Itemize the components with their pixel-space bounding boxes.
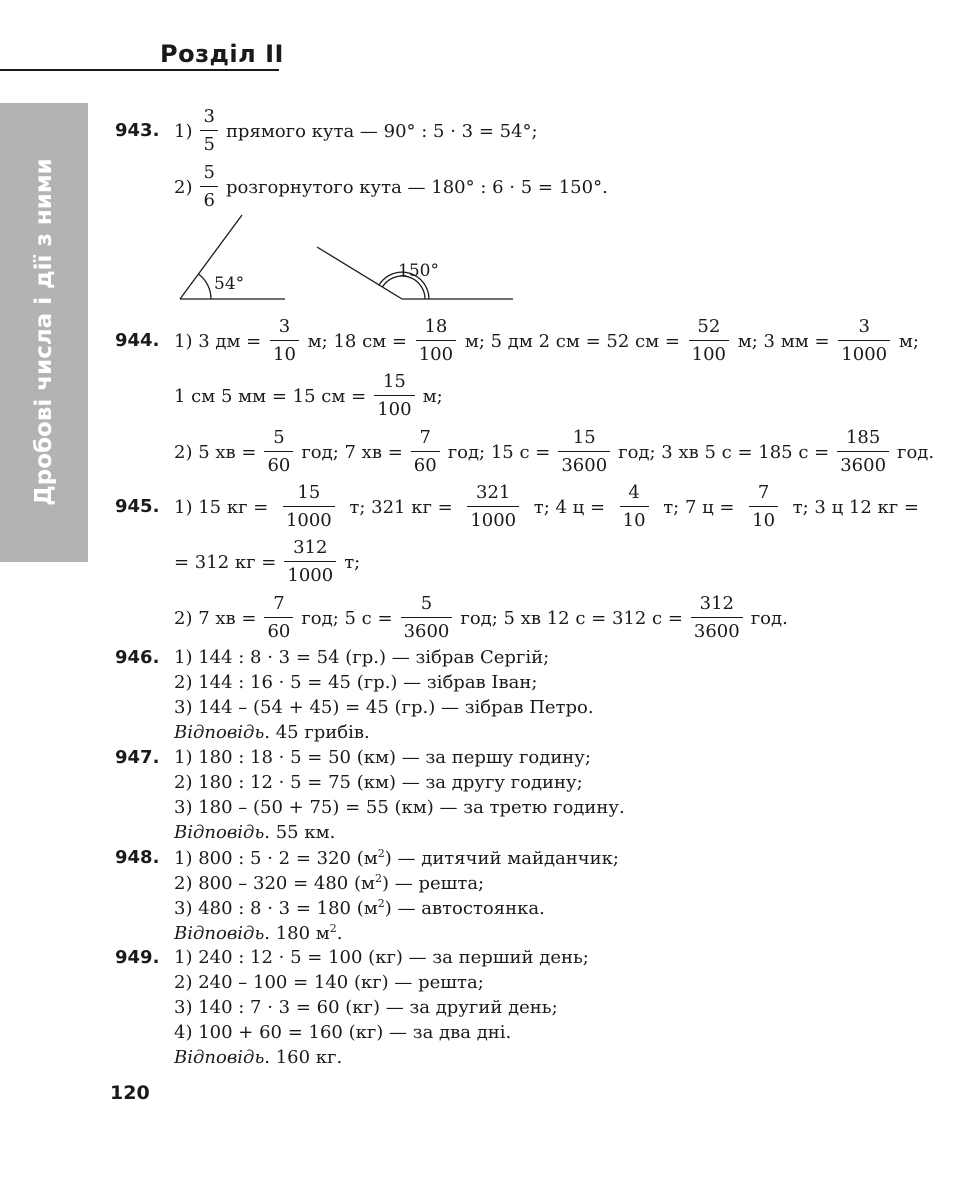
answer-end: . [336, 923, 343, 944]
denominator: 1000 [283, 506, 335, 530]
superscript: 2 [374, 872, 382, 885]
fraction [200, 164, 217, 210]
numerator: 3 [278, 316, 291, 337]
fraction [837, 429, 889, 475]
problem-number: 948. [115, 847, 160, 868]
denominator: 60 [411, 451, 440, 475]
fraction [200, 108, 217, 154]
numerator: 18 [424, 316, 448, 337]
line-text: год; 15 с = [447, 441, 551, 463]
answer-line [174, 822, 335, 843]
line-text: м; 5 дм 2 см = 52 см = [464, 330, 680, 352]
denominator: 60 [264, 617, 293, 641]
denominator: 60 [264, 451, 293, 475]
line-text: год; 5 с = [301, 607, 393, 629]
denominator: 5 [200, 130, 217, 154]
line-text: розгорнутого кута — 180° : 6 · 5 = 150°. [225, 176, 608, 198]
numerator: 15 [297, 482, 321, 503]
problem-945-line-3 [174, 588, 788, 648]
denominator: 100 [689, 340, 729, 364]
superscript: 2 [329, 922, 337, 935]
fraction [749, 484, 778, 530]
numerator: 185 [845, 427, 881, 448]
solution-line: 3) 180 – (50 + 75) = 55 (км) — за третю годину. [174, 797, 625, 818]
numerator: 312 [699, 593, 734, 614]
numerator: 52 [697, 316, 721, 337]
answer-line [174, 922, 343, 944]
denominator: 3600 [837, 451, 889, 475]
line-text: год; 3 хв 5 с = 185 с = [618, 441, 830, 463]
header-rule [0, 69, 279, 71]
solution-line [174, 872, 484, 894]
line-text: т; [344, 551, 361, 573]
solution-line: 1) 144 : 8 · 3 = 54 (гр.) — зібрав Сергій; [174, 647, 550, 668]
fraction [411, 429, 440, 475]
problem-number: 949. [115, 947, 160, 968]
numerator: 7 [273, 593, 285, 614]
line-text: т; 4 ц = [533, 496, 606, 518]
answer-text: . 55 км. [264, 822, 336, 843]
problem-number: 946. [115, 647, 160, 668]
line-text: 3) 480 : 8 · 3 = 180 (м [174, 898, 378, 919]
denominator: 3600 [558, 451, 610, 475]
angle-150-figure [317, 247, 513, 299]
line-text: 2) 800 – 320 = 480 (м [174, 873, 375, 894]
answer-label: Відповідь [174, 923, 265, 944]
numerator: 3 [858, 316, 870, 337]
solution-line: 1) 240 : 12 · 5 = 100 (кг) — за перший день; [174, 947, 589, 968]
problem-943-line-2 [174, 157, 608, 217]
numerator: 5 [420, 593, 433, 614]
numerator: 321 [476, 482, 511, 503]
answer-text: . 160 кг. [264, 1047, 343, 1068]
numerator: 312 [293, 537, 328, 558]
solution-line: 2) 180 : 12 · 5 = 75 (км) — за другу годину; [174, 772, 583, 793]
problem-number: 947. [115, 747, 160, 768]
fraction [284, 539, 336, 585]
chapter-title: Розділ II [160, 40, 284, 68]
denominator: 100 [416, 340, 456, 364]
fraction [264, 429, 293, 475]
problem-944-line-2 [174, 366, 443, 426]
solution-line: 1) 180 : 18 · 5 = 50 (км) — за першу годину; [174, 747, 591, 768]
line-text: 2) 7 хв = [174, 607, 257, 629]
line-prefix: 2) [174, 176, 193, 198]
fraction [401, 595, 453, 641]
solution-line: 2) 144 : 16 · 5 = 45 (гр.) — зібрав Іван; [174, 672, 538, 693]
answer-label: Відповідь [174, 1047, 265, 1068]
answer-label: Відповідь [174, 822, 265, 843]
line-text: 1) 3 дм = [174, 330, 262, 352]
line-text: год; 7 хв = [301, 441, 403, 463]
solution-line [174, 847, 619, 869]
denominator: 1000 [284, 561, 336, 585]
line-text: год. [897, 441, 935, 463]
denominator: 3600 [691, 617, 743, 641]
problem-number: 944. [115, 330, 160, 351]
numerator: 7 [757, 482, 770, 503]
denominator: 10 [620, 506, 649, 530]
angle-150-label: 150° [398, 261, 439, 281]
denominator: 3600 [401, 617, 453, 641]
line-text: = 312 кг = [174, 551, 277, 573]
numerator: 5 [273, 427, 285, 448]
superscript: 2 [377, 847, 385, 860]
fraction [283, 484, 335, 530]
fraction [416, 318, 456, 364]
answer-label: Відповідь [174, 722, 265, 743]
solution-line: 4) 100 + 60 = 160 (кг) — за два дні. [174, 1022, 512, 1043]
line-prefix: 1) [174, 120, 193, 142]
line-text: ) — автостоянка. [384, 898, 545, 919]
problem-945-line-1 [174, 477, 919, 537]
line-text: год; 5 хв 12 с = 312 с = [460, 607, 683, 629]
angle-54-label: 54° [214, 274, 245, 294]
denominator: 1000 [467, 506, 519, 530]
line-text: ) — решта; [381, 873, 485, 894]
line-text: т; 7 ц = [663, 496, 735, 518]
problem-number: 945. [115, 496, 160, 517]
fraction [691, 595, 743, 641]
page-number: 120 [110, 1082, 150, 1104]
line-text: м; 18 см = [307, 330, 407, 352]
solution-line [174, 897, 545, 919]
problem-944-line-3 [174, 422, 935, 482]
line-text: м; [422, 385, 443, 407]
denominator: 1000 [838, 340, 890, 364]
line-text: 1 см 5 мм = 15 см = [174, 385, 367, 407]
angles-figure [170, 210, 520, 305]
line-text: 2) 5 хв = [174, 441, 257, 463]
fraction [467, 484, 519, 530]
side-tab-label: Дробові числа і дії з ними [31, 158, 57, 506]
fraction [620, 484, 649, 530]
fraction [264, 595, 293, 641]
solution-line: 2) 240 – 100 = 140 (кг) — решта; [174, 972, 484, 993]
fraction [838, 318, 890, 364]
denominator: 10 [270, 340, 299, 364]
fraction [558, 429, 610, 475]
problem-944-line-1 [174, 311, 919, 371]
numerator: 7 [419, 427, 431, 448]
answer-line [174, 1047, 342, 1068]
fraction [374, 373, 414, 419]
problem-number: 943. [115, 120, 160, 141]
line-text: т; 3 ц 12 кг = [792, 496, 919, 518]
numerator: 15 [382, 371, 406, 392]
line-text: м; [898, 330, 919, 352]
numerator: 5 [203, 162, 215, 183]
line-text: год. [750, 607, 788, 629]
angle-54-figure [180, 215, 285, 299]
answer-text: . 180 м [264, 923, 330, 944]
line-text: м; 3 мм = [737, 330, 830, 352]
line-text: ) — дитячий майданчик; [384, 848, 619, 869]
superscript: 2 [377, 897, 385, 910]
numerator: 15 [572, 427, 596, 448]
problem-945-line-2 [174, 532, 360, 592]
denominator: 6 [200, 186, 217, 210]
problem-943-line-1 [174, 101, 538, 161]
numerator: 3 [203, 106, 215, 127]
line-text: т; 321 кг = [349, 496, 453, 518]
solution-line: 3) 140 : 7 · 3 = 60 (кг) — за другий день; [174, 997, 558, 1018]
answer-line [174, 722, 370, 743]
denominator: 100 [374, 395, 414, 419]
numerator: 4 [628, 482, 640, 503]
denominator: 10 [749, 506, 778, 530]
line-text: 1) 800 : 5 · 2 = 320 (м [174, 848, 378, 869]
answer-text: . 45 грибів. [264, 722, 370, 743]
fraction [689, 318, 729, 364]
solution-line: 3) 144 – (54 + 45) = 45 (гр.) — зібрав Петро. [174, 697, 594, 718]
fraction [270, 318, 299, 364]
line-text: прямого кута — 90° : 5 · 3 = 54°; [225, 120, 538, 142]
line-text: 1) 15 кг = [174, 496, 269, 518]
